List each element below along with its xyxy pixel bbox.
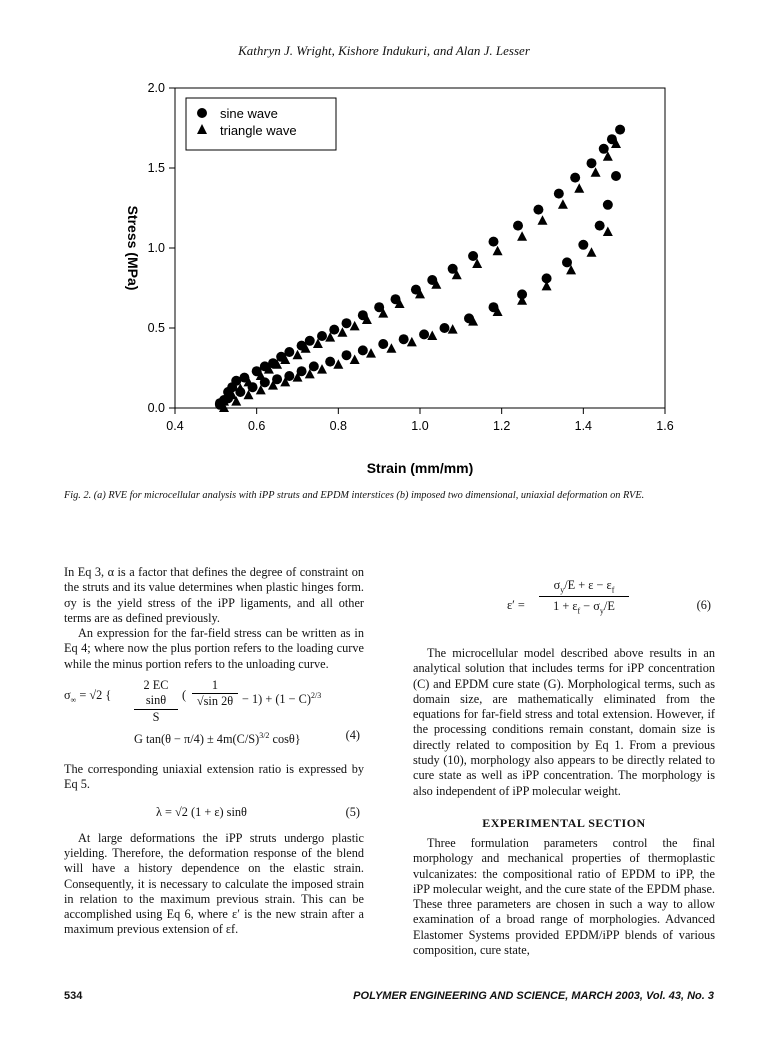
y-tick-label: 1.0	[147, 241, 165, 255]
data-point-triangle	[574, 183, 584, 193]
data-point-sine	[309, 361, 319, 371]
data-point-sine	[325, 357, 335, 367]
legend-label-triangle: triangle wave	[220, 123, 297, 138]
y-tick-label: 1.5	[147, 161, 165, 175]
x-tick-label: 0.6	[247, 419, 266, 433]
data-point-sine	[284, 347, 294, 357]
data-point-sine	[342, 350, 352, 360]
x-tick-label: 1.6	[656, 419, 674, 433]
paragraph: Three formulation parameters control the final morphology and mechanical properties of thermoplastic vulcanizates: the compositional ratio of EPDM to iPP, the iPP molecular weight, and the cure state of the EPDM phase. These three parameters are chosen in such a way to allow examination of a broad range of morphologies. Advanced Elastomer Systems provided EPDM/iPP blends of various composition, cure state,	[413, 836, 715, 958]
x-tick-label: 1.4	[574, 419, 593, 433]
data-point-sine	[562, 257, 572, 267]
data-point-triangle	[542, 281, 552, 291]
right-column-continued	[413, 836, 715, 958]
data-point-sine	[595, 221, 605, 231]
data-point-sine	[615, 125, 625, 135]
data-point-sine	[342, 318, 352, 328]
data-point-sine	[399, 334, 409, 344]
equation-5: λ = √2 (1 + ε) sinθ (5)	[156, 804, 360, 819]
running-header: Kathryn J. Wright, Kishore Indukuri, and Alan J. Lesser	[238, 43, 530, 58]
data-point-sine	[305, 336, 315, 346]
equation-number: (4)	[345, 728, 360, 743]
x-axis-title: Strain (mm/mm)	[366, 460, 474, 476]
left-column	[64, 565, 364, 938]
journal-footer: POLYMER ENGINEERING AND SCIENCE, MARCH 2003, Vol. 43, No. 3	[353, 990, 714, 1002]
section-heading: EXPERIMENTAL SECTION	[482, 816, 646, 830]
data-point-sine	[603, 200, 613, 210]
right-column	[413, 646, 715, 799]
x-axis	[166, 408, 673, 433]
legend	[186, 98, 336, 150]
data-point-sine	[317, 331, 327, 341]
data-point-sine	[513, 221, 523, 231]
y-tick-label: 2.0	[147, 81, 165, 95]
data-point-sine	[570, 173, 580, 183]
equation-number: (5)	[345, 804, 360, 819]
page-number: 534	[64, 990, 83, 1002]
legend-label-sine: sine wave	[220, 106, 278, 121]
data-point-triangle	[587, 247, 597, 256]
data-point-sine	[419, 329, 429, 339]
data-point-triangle	[603, 227, 613, 237]
figure-caption: Fig. 2. (a) RVE for microcellular analysis with iPP struts and EPDM interstices (b) imposed two dimensional, uniaxial deformation on RVE.	[64, 490, 645, 501]
x-tick-label: 0.4	[166, 419, 184, 433]
y-axis	[148, 81, 175, 415]
data-point-sine	[440, 323, 450, 333]
data-point-sine	[468, 251, 478, 261]
data-point-triangle	[538, 215, 548, 225]
equation-number: (6)	[696, 598, 711, 612]
y-tick-label: 0.5	[147, 321, 165, 335]
paragraph: The microcellular model described above results in an analytical solution that includes terms for iPP concentration (C) and EPDM cure state (G). Morphological terms, such as domain size, are mathematically eliminated from the equations for far-field stress and total extension. However, if the processing conditions remain constant, domain size is directly related to composition by Eq 1. From a previous study (10), morphology also appears to be directly related to cure state as well as iPP concentration. The morphology is also independent of iPP molecular weight.	[413, 646, 715, 798]
data-points	[215, 125, 625, 412]
data-point-sine	[599, 144, 609, 154]
legend-marker-sine	[197, 108, 207, 118]
data-point-sine	[554, 189, 564, 199]
data-point-sine	[578, 240, 588, 250]
stress-strain-chart	[125, 78, 690, 488]
data-point-sine	[587, 158, 597, 168]
data-point-sine	[533, 205, 543, 215]
data-point-sine	[358, 345, 368, 355]
paragraph: The corresponding uniaxial extension ratio is expressed by Eq 5.	[64, 762, 364, 792]
equation-6: ε′ = $\sigma_y/E + \varepsilon - \varepsilon_f$ $1 + \varepsilon_f - \sigma_y/E$ (6)	[507, 578, 711, 616]
data-point-sine	[489, 237, 499, 247]
equation-4: $\sigma_\infty = √2$ { 2 EC sinθ S ( 1 √sin 2θ − $1) + (1 - C)^{2/3}$ G $\tan(\theta - \pi/4) \pm 4m(C/S)^{3/2}$ cosθ} (4)	[64, 678, 360, 747]
data-point-triangle	[517, 231, 527, 241]
x-tick-label: 1.0	[411, 419, 429, 433]
data-point-triangle	[558, 199, 568, 209]
x-tick-label: 0.8	[329, 419, 348, 433]
data-point-triangle	[591, 167, 601, 177]
data-point-sine	[378, 339, 388, 349]
paragraph: An expression for the far-field stress can be written as in Eq 4; where now the plus portion refers to the loading curve while the minus portion refers to the unloading curve.	[64, 626, 364, 671]
x-tick-label: 1.2	[492, 419, 511, 433]
paragraph: At large deformations the iPP struts undergo plastic yielding. Therefore, the deformation response of the blend will have a history dependence on the elastic strain. Consequently, it is necessary to calculate the imposed strain in relation to the maximum previous strain. This can be accomplished using Eq 6, where ε′ is the new strain after a maximum previous extension of εf.	[64, 830, 364, 937]
data-point-sine	[329, 325, 339, 335]
data-point-sine	[611, 171, 621, 181]
y-axis-title: Stress (MPa)	[125, 205, 141, 291]
paragraph: In Eq 3, α is a factor that defines the degree of constraint on the struts and its value determines when plastic hinges form. σy is the yield stress of the iPP ligaments, and all other terms are as defined previously.	[64, 565, 364, 625]
data-point-triangle	[493, 246, 503, 256]
y-tick-label: 0.0	[147, 401, 165, 415]
